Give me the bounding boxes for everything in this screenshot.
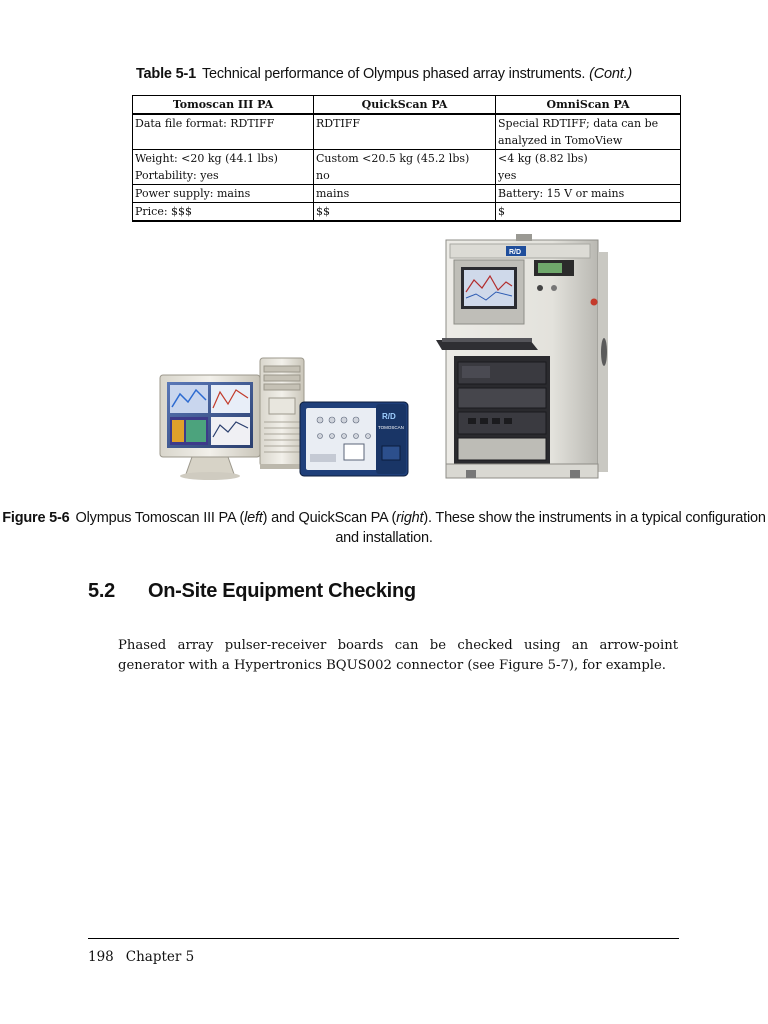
- table-header-row: [133, 96, 681, 115]
- unit-badge-text: R/D: [382, 412, 396, 421]
- table-body: [133, 114, 681, 221]
- section-title: On-Site Equipment Checking: [148, 580, 416, 602]
- figure-caption-label: Figure 5-6: [2, 510, 70, 526]
- figure-caption-left: left: [244, 510, 263, 526]
- table-row: [133, 203, 681, 222]
- table-cell: Weight: <20 kg (44.1 lbs) Portability: yes: [133, 150, 314, 185]
- table-cell: Power supply: mains: [133, 185, 314, 203]
- table-caption-text: Technical performance of Olympus phased array instruments.: [201, 66, 586, 82]
- page-number: 198: [88, 949, 114, 965]
- monitor-icon: [160, 375, 260, 480]
- page-footer: [88, 949, 194, 965]
- instruments-illustration: [150, 232, 620, 488]
- unit-label-text: TOMOSCAN: [378, 425, 404, 430]
- table-header-cell: OmniScan PA: [496, 96, 681, 115]
- table-row: [133, 150, 681, 185]
- section-heading: [88, 580, 416, 603]
- table-cell: Battery: 15 V or mains: [496, 185, 681, 203]
- table-cell: Custom <20.5 kg (45.2 lbs) no: [314, 150, 496, 185]
- table-caption-label: Table 5-1: [135, 66, 196, 82]
- section-number: 5.2: [88, 580, 115, 602]
- instruments-figure: [150, 232, 620, 488]
- table-cell: Price: $$$: [133, 203, 314, 222]
- table-cell: Data file format: RDTIFF: [133, 114, 314, 150]
- table-cell: $$: [314, 203, 496, 222]
- table-cell: RDTIFF: [314, 114, 496, 150]
- table-caption-cont: (Cont.): [589, 66, 633, 82]
- computer-tower-icon: [260, 358, 304, 469]
- table-cell: <4 kg (8.82 lbs) yes: [496, 150, 681, 185]
- cabinet-badge-text: R/D: [509, 249, 522, 256]
- figure-caption-part2: ) and QuickScan PA (: [262, 510, 397, 526]
- table-row: [133, 185, 681, 203]
- figure-caption-right: right: [396, 510, 424, 526]
- table-caption: [0, 66, 768, 82]
- table-cell: Special RDTIFF; data can be analyzed in TomoView: [496, 114, 681, 150]
- table-header-cell: QuickScan PA: [314, 96, 496, 115]
- table-cell: mains: [314, 185, 496, 203]
- quickscan-cabinet-icon: [436, 234, 608, 478]
- footer-chapter: Chapter 5: [125, 949, 195, 965]
- table-row: [133, 114, 681, 150]
- performance-table: [132, 95, 681, 222]
- tomoscan-unit-icon: [300, 402, 408, 476]
- figure-caption-part3: ). These show the instruments in a typical configuration and installation.: [335, 510, 766, 546]
- footer-rule: [88, 938, 679, 939]
- figure-caption-part1: Olympus Tomoscan III PA (: [75, 510, 245, 526]
- table-cell: $: [496, 203, 681, 222]
- figure-caption: [0, 508, 768, 548]
- table-header-cell: Tomoscan III PA: [133, 96, 314, 115]
- body-paragraph: Phased array pulser-receiver boards can be checked using an arrow-point generator with a Hypertronics BQUS002 connector (see Figure 5-7), for example.: [118, 638, 678, 673]
